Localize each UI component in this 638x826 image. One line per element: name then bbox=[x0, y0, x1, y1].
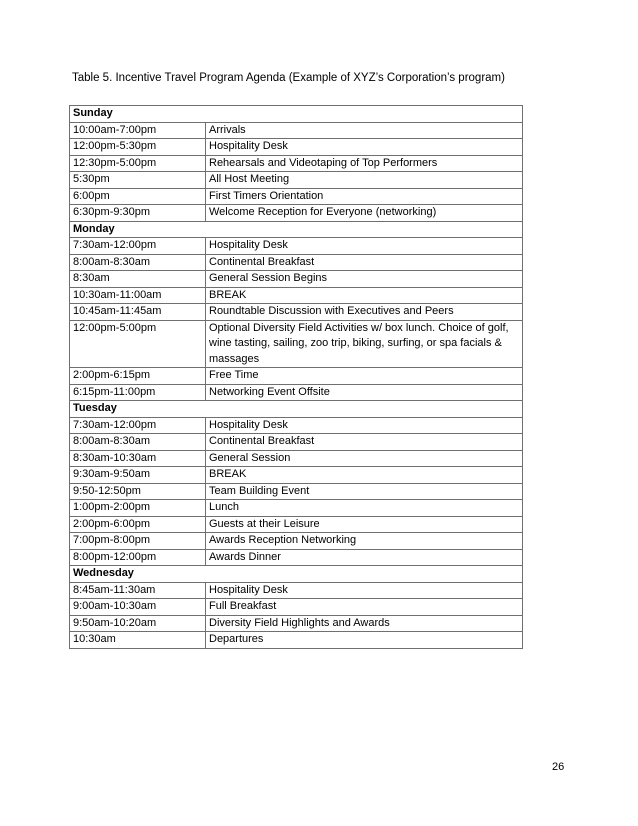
time-cell: 9:00am-10:30am bbox=[70, 599, 206, 616]
time-cell: 9:30am-9:50am bbox=[70, 467, 206, 484]
table-row bbox=[70, 615, 523, 632]
activity-cell: Free Time bbox=[206, 368, 523, 385]
page-number: 26 bbox=[552, 761, 565, 773]
agenda-table-body bbox=[70, 106, 523, 649]
activity-cell: Optional Diversity Field Activities w/ box lunch. Choice of golf, wine tasting, sailing, zoo trip, biking, surfing, or spa facials & massages bbox=[206, 320, 523, 368]
activity-cell: Lunch bbox=[206, 500, 523, 517]
activity-cell: Hospitality Desk bbox=[206, 139, 523, 156]
time-cell: 12:00pm-5:00pm bbox=[70, 320, 206, 368]
day-header-row bbox=[70, 401, 523, 418]
activity-cell: Awards Dinner bbox=[206, 549, 523, 566]
day-header-row bbox=[70, 106, 523, 123]
day-header-row bbox=[70, 566, 523, 583]
table-row bbox=[70, 516, 523, 533]
activity-cell: Welcome Reception for Everyone (networking) bbox=[206, 205, 523, 222]
activity-cell: Full Breakfast bbox=[206, 599, 523, 616]
table-row bbox=[70, 139, 523, 156]
activity-cell: Continental Breakfast bbox=[206, 434, 523, 451]
day-name: Tuesday bbox=[70, 401, 523, 418]
activity-cell: Continental Breakfast bbox=[206, 254, 523, 271]
table-row bbox=[70, 467, 523, 484]
table-row bbox=[70, 172, 523, 189]
time-cell: 8:00am-8:30am bbox=[70, 254, 206, 271]
time-cell: 2:00pm-6:00pm bbox=[70, 516, 206, 533]
agenda-table bbox=[69, 105, 523, 649]
time-cell: 7:30am-12:00pm bbox=[70, 417, 206, 434]
activity-cell: Guests at their Leisure bbox=[206, 516, 523, 533]
activity-cell: Hospitality Desk bbox=[206, 417, 523, 434]
activity-cell: Awards Reception Networking bbox=[206, 533, 523, 550]
time-cell: 8:30am bbox=[70, 271, 206, 288]
activity-cell: Departures bbox=[206, 632, 523, 649]
activity-cell: Networking Event Offsite bbox=[206, 384, 523, 401]
activity-cell: General Session bbox=[206, 450, 523, 467]
table-row bbox=[70, 450, 523, 467]
activity-cell: All Host Meeting bbox=[206, 172, 523, 189]
table-row bbox=[70, 417, 523, 434]
table-row bbox=[70, 155, 523, 172]
table-row bbox=[70, 205, 523, 222]
time-cell: 8:45am-11:30am bbox=[70, 582, 206, 599]
activity-cell: BREAK bbox=[206, 467, 523, 484]
time-cell: 9:50am-10:20am bbox=[70, 615, 206, 632]
table-row bbox=[70, 122, 523, 139]
activity-cell: Hospitality Desk bbox=[206, 582, 523, 599]
time-cell: 10:45am-11:45am bbox=[70, 304, 206, 321]
day-name: Monday bbox=[70, 221, 523, 238]
time-cell: 2:00pm-6:15pm bbox=[70, 368, 206, 385]
time-cell: 8:00am-8:30am bbox=[70, 434, 206, 451]
activity-cell: Team Building Event bbox=[206, 483, 523, 500]
table-row bbox=[70, 384, 523, 401]
activity-cell: Roundtable Discussion with Executives and Peers bbox=[206, 304, 523, 321]
table-row bbox=[70, 599, 523, 616]
time-cell: 8:30am-10:30am bbox=[70, 450, 206, 467]
time-cell: 9:50-12:50pm bbox=[70, 483, 206, 500]
table-caption: Table 5. Incentive Travel Program Agenda (Example of XYZ’s Corporation’s program) bbox=[72, 72, 505, 84]
activity-cell: BREAK bbox=[206, 287, 523, 304]
time-cell: 12:30pm-5:00pm bbox=[70, 155, 206, 172]
table-row bbox=[70, 533, 523, 550]
activity-cell: First Timers Orientation bbox=[206, 188, 523, 205]
time-cell: 7:00pm-8:00pm bbox=[70, 533, 206, 550]
activity-cell: Hospitality Desk bbox=[206, 238, 523, 255]
time-cell: 1:00pm-2:00pm bbox=[70, 500, 206, 517]
table-row bbox=[70, 632, 523, 649]
table-row bbox=[70, 271, 523, 288]
table-row bbox=[70, 582, 523, 599]
table-row bbox=[70, 483, 523, 500]
time-cell: 6:00pm bbox=[70, 188, 206, 205]
day-header-row bbox=[70, 221, 523, 238]
table-row bbox=[70, 434, 523, 451]
table-row bbox=[70, 304, 523, 321]
day-name: Wednesday bbox=[70, 566, 523, 583]
table-row bbox=[70, 238, 523, 255]
table-row bbox=[70, 549, 523, 566]
activity-cell: General Session Begins bbox=[206, 271, 523, 288]
activity-cell: Diversity Field Highlights and Awards bbox=[206, 615, 523, 632]
time-cell: 8:00pm-12:00pm bbox=[70, 549, 206, 566]
table-row bbox=[70, 320, 523, 368]
time-cell: 10:00am-7:00pm bbox=[70, 122, 206, 139]
table-row bbox=[70, 188, 523, 205]
time-cell: 5:30pm bbox=[70, 172, 206, 189]
table-row bbox=[70, 500, 523, 517]
table-row bbox=[70, 368, 523, 385]
table-row bbox=[70, 287, 523, 304]
time-cell: 6:30pm-9:30pm bbox=[70, 205, 206, 222]
time-cell: 6:15pm-11:00pm bbox=[70, 384, 206, 401]
activity-cell: Arrivals bbox=[206, 122, 523, 139]
time-cell: 10:30am bbox=[70, 632, 206, 649]
activity-cell: Rehearsals and Videotaping of Top Performers bbox=[206, 155, 523, 172]
time-cell: 12:00pm-5:30pm bbox=[70, 139, 206, 156]
time-cell: 7:30am-12:00pm bbox=[70, 238, 206, 255]
day-name: Sunday bbox=[70, 106, 523, 123]
time-cell: 10:30am-11:00am bbox=[70, 287, 206, 304]
table-row bbox=[70, 254, 523, 271]
